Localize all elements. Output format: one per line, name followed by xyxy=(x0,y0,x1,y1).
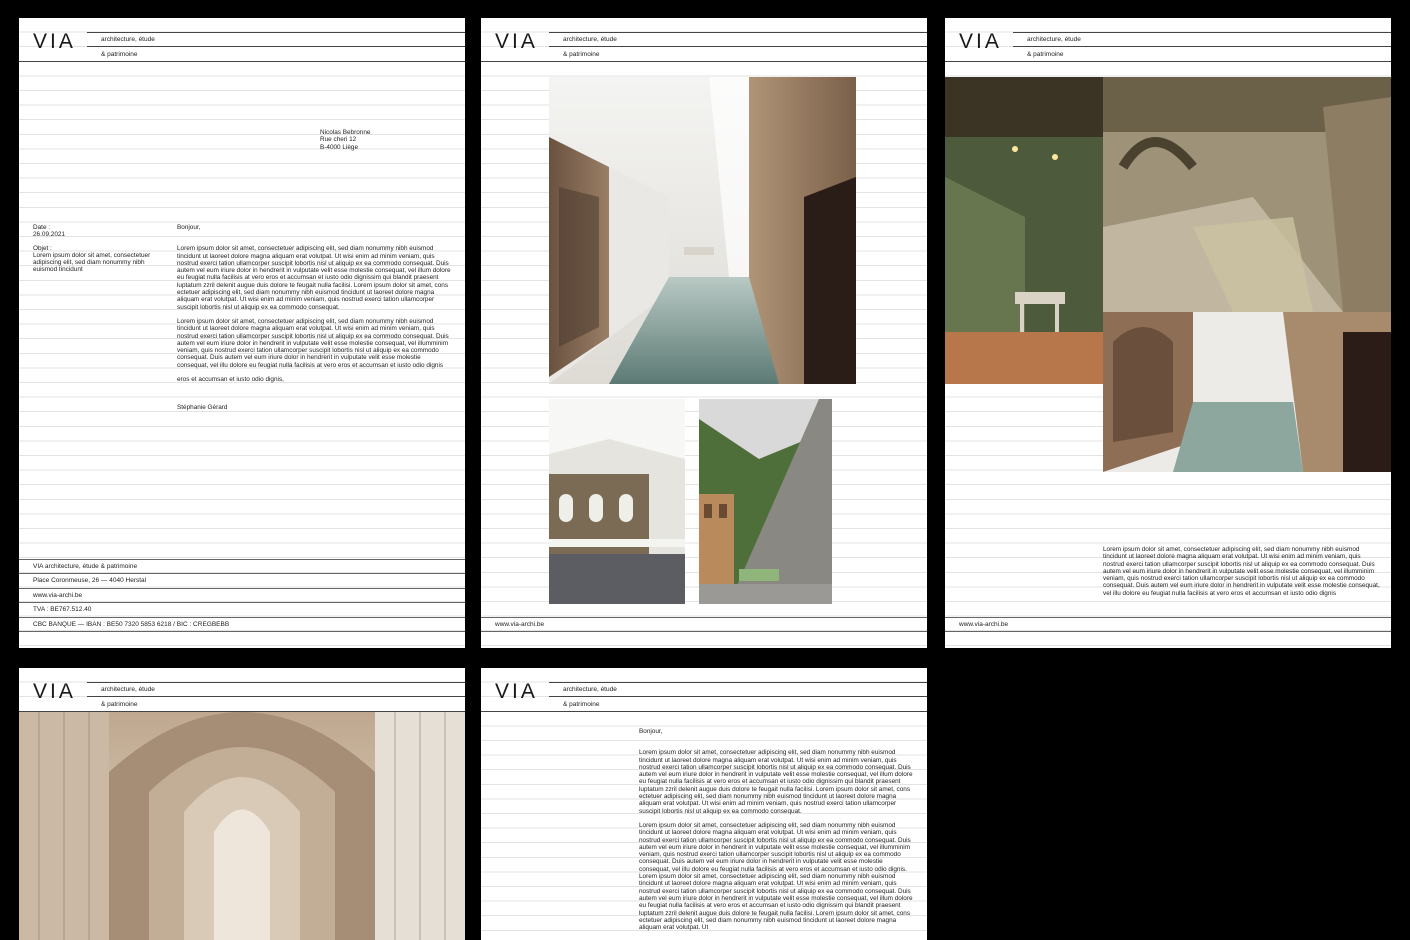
object-label: Objet : xyxy=(33,244,52,252)
date-label: Date : xyxy=(33,224,51,231)
photo-page xyxy=(481,18,927,648)
greeting: Bonjour, xyxy=(639,728,663,735)
body-paragraph: Lorem ipsum dolor sit amet, consectetuer adipiscing elit, sed diam nonummy nibh euismod tincidunt ut laoreet dolore magna aliquam erat volutpat. Ut wisi enim ad minim veniam, quis nostrud exerci tation ullamcorper suscipit lobortis nisl ut aliquip ex ea commodo consequat. Duis autem vel eum iriure dolor in hendrerit in vulputate velit esse molestie consequat, vel illumminim veniam, quis nostrud exerci tation ullamcorper suscipit lobortis nisl ut aliquip ex ea commodo consequat. Duis autem vel eum iriure dolor in hendrerit in vulputate velit esse molestie consequat, vel illu dolore eu feugiat nulla facilisis at vero eros et accumsan et iusto odio dignis. Lorem ipsum dolor sit amet, consectetuer adipiscing elit, sed diam nonummy nibh euismod tincidunt ut laoreet dolore magna aliquam erat volutpat. Ut wisi enim ad minim veniam, quis nostrud exerci tation ullamcorper suscipit lobortis nisl ut aliquip ex ea commodo consequat. Duis autem vel eum iriure dolor in hendrerit in vulputate velit esse molestie consequat, vel illum dolore eu feugiat nulla facilisis at vero eros et accumsan et iusto odio dignissim qui blandit praesent luptatum zzril delenit augue duis dolore te feugait nulla facilisi. Lorem ipsum dolor sit amet, cons ectetuer adipiscing elit, sed diam nonummy nibh euismod tincidunt ut laoreet dolore magna aliquam erat volutpat. Ut xyxy=(639,821,913,932)
header-rule xyxy=(549,32,927,33)
washroom-photo xyxy=(945,77,1103,384)
via-logo: VIA xyxy=(495,680,538,703)
header-rule xyxy=(549,46,927,47)
collage-caption: Lorem ipsum dolor sit amet, consectetuer adipiscing elit, sed diam nonummy nibh euismod tincidunt ut laoreet dolore magna aliquam erat volutpat. Ut wisi enim ad minim veniam, quis nostrud exerci tation ullamcorper suscipit lobortis nisl ut aliquip ex ea commodo consequat. Duis autem vel eum iriure dolor in hendrerit in vulputate velit esse molestie consequat, vel illumminim veniam, quis nostrud exerci tation ullamcorper suscipit lobortis nisl ut aliquip ex ea commodo consequat. Duis autem vel eum iriure dolor in hendrerit in vulputate velit esse molestie consequat, vel illu dolore eu feugiat nulla facilisis at vero eros et accumsan et iusto odio dignis xyxy=(1103,546,1380,597)
recipient-city: B-4000 Liège xyxy=(320,143,359,151)
footer-company: VIA architecture, étude & patrimoine xyxy=(33,563,138,570)
object-text: Lorem ipsum dolor sit amet, consectetuer adipiscing elit, sed diam nonummy nibh euismod tincidunt xyxy=(33,251,151,274)
footer-website[interactable]: www.via-archi.be xyxy=(495,621,545,628)
header-rule xyxy=(87,32,465,33)
letter-page xyxy=(19,18,465,648)
footer-website[interactable]: www.via-archi.be xyxy=(959,621,1009,628)
header-rule xyxy=(1013,32,1391,33)
closing-line: eros et accumsan et iusto odio dignis, xyxy=(177,376,284,384)
exterior-photo xyxy=(699,399,832,604)
header-rule xyxy=(945,61,1391,62)
header-tagline-1: architecture, étude xyxy=(563,36,617,43)
footer-rule xyxy=(945,631,1391,632)
footer-rule xyxy=(481,617,927,618)
header-rule xyxy=(1013,46,1391,47)
header-tagline-2: & patrimoine xyxy=(1027,51,1064,58)
header-tagline-2: & patrimoine xyxy=(101,701,138,708)
footer-rule xyxy=(19,588,465,589)
header-rule xyxy=(19,61,465,62)
footer-rule xyxy=(481,631,927,632)
header-rule xyxy=(87,696,465,697)
footer-address: Place Coronmeuse, 26 — 4040 Herstal xyxy=(33,577,147,584)
collage-page xyxy=(945,18,1391,648)
nave-photo xyxy=(19,712,465,940)
header-tagline-2: & patrimoine xyxy=(101,51,138,58)
header-rule xyxy=(87,46,465,47)
letter-meta xyxy=(33,224,168,274)
header-tagline-1: architecture, étude xyxy=(101,36,155,43)
header-tagline-1: architecture, étude xyxy=(101,686,155,693)
footer-website[interactable]: www.via-archi.be xyxy=(33,592,83,599)
letter-body xyxy=(177,224,452,419)
footer-rule xyxy=(19,573,465,574)
via-logo: VIA xyxy=(33,680,76,703)
corridor-photo xyxy=(549,77,856,384)
glass-floor-photo xyxy=(1103,77,1391,312)
header-rule xyxy=(549,682,927,683)
letter-body xyxy=(639,728,914,938)
via-logo: VIA xyxy=(33,30,76,53)
corridor-photo-small xyxy=(1103,312,1391,472)
body-paragraph: Lorem ipsum dolor sit amet, consectetuer adipiscing elit, sed diam nonummy nibh euismod tincidunt ut laoreet dolore magna aliquam erat volutpat. Ut wisi enim ad minim veniam, quis nostrud exerci tation ullamcorper suscipit lobortis nisl ut aliquip ex ea commodo consequat. Duis autem vel eum iriure dolor in hendrerit in vulputate velit esse molestie consequat, vel illumminim veniam, quis nostrud exerci tation ullamcorper suscipit lobortis nisl ut aliquip ex ea commodo consequat. Duis autem vel eum iriure dolor in hendrerit in vulputate velit esse molestie consequat, vel illu dolore eu feugiat nulla facilisis at vero eros et accumsan et iusto odio dignis xyxy=(177,317,449,369)
header-rule xyxy=(87,682,465,683)
header-rule xyxy=(549,696,927,697)
body-paragraph: Lorem ipsum dolor sit amet, consectetuer adipiscing elit, sed diam nonummy nibh euismod tincidunt ut laoreet dolore magna aliquam erat volutpat. Ut wisi enim ad minim veniam, quis nostrud exerci tation ullamcorper suscipit lobortis nisl ut aliquip ex ea commodo consequat. Duis autem vel eum iriure dolor in hendrerit in vulputate velit esse molestie consequat, vel illum dolore eu feugiat nulla facilisis at vero eros et accumsan et iusto odio dignissim qui blandit praesent luptatum zzril delenit augue duis dolore te feugait nulla facilisi. Lorem ipsum dolor sit amet, cons ectetuer adipiscing elit, sed diam nonummy nibh euismod tincidunt ut laoreet dolore magna aliquam erat volutpat. Ut wisi enim ad minim veniam, quis nostrud exerci tation ullamcorper suscipit lobortis nisl ut aliquip ex ea commodo consequat. xyxy=(639,749,913,815)
gallery-photo xyxy=(549,399,685,604)
footer-bank: CBC BANQUE — IBAN : BE50 7320 5853 6218 / BIC : CREGBEBB xyxy=(33,621,230,628)
header-tagline-1: architecture, étude xyxy=(563,686,617,693)
header-tagline-2: & patrimoine xyxy=(563,701,600,708)
header-tagline-1: architecture, étude xyxy=(1027,36,1081,43)
footer-rule xyxy=(19,617,465,618)
recipient-address xyxy=(320,129,450,151)
via-logo: VIA xyxy=(495,30,538,53)
recipient-name: Nicolas Bebronne xyxy=(320,129,371,136)
body-paragraph: Lorem ipsum dolor sit amet, consectetuer adipiscing elit, sed diam nonummy nibh euismod tincidunt ut laoreet dolore magna aliquam erat volutpat. Ut wisi enim ad minim veniam, quis nostrud exerci tation ullamcorper suscipit lobortis nisl ut aliquip ex ea commodo consequat. Duis autem vel eum iriure dolor in hendrerit in vulputate velit esse molestie consequat, vel illum dolore eu feugiat nulla facilisis at vero eros et accumsan et iusto odio dignissim qui blandit praesent luptatum zzril delenit augue duis dolore te feugait nulla facilisi. Lorem ipsum dolor sit amet, cons ectetuer adipiscing elit, sed diam nonummy nibh euismod tincidunt ut laoreet dolore magna aliquam erat volutpat. Ut wisi enim ad minim veniam, quis nostrud exerci tation ullamcorper suscipit lobortis nisl ut aliquip ex ea commodo consequat. xyxy=(177,245,451,311)
header-rule xyxy=(481,711,927,712)
cover-photo-page xyxy=(19,668,465,940)
letter-page-2 xyxy=(481,668,927,940)
footer-rule xyxy=(19,631,465,632)
footer-rule xyxy=(19,559,465,560)
footer-tva: TVA : BE767.512.40 xyxy=(33,606,92,613)
header-tagline-2: & patrimoine xyxy=(563,51,600,58)
recipient-street: Rue cheri 12 xyxy=(320,136,357,144)
via-logo: VIA xyxy=(959,30,1002,53)
date-value: 26.09.2021 xyxy=(33,231,65,239)
footer-rule xyxy=(19,602,465,603)
footer-rule xyxy=(945,617,1391,618)
signature: Stéphanie Gérard xyxy=(177,404,228,412)
header-rule xyxy=(481,61,927,62)
greeting: Bonjour, xyxy=(177,224,201,231)
